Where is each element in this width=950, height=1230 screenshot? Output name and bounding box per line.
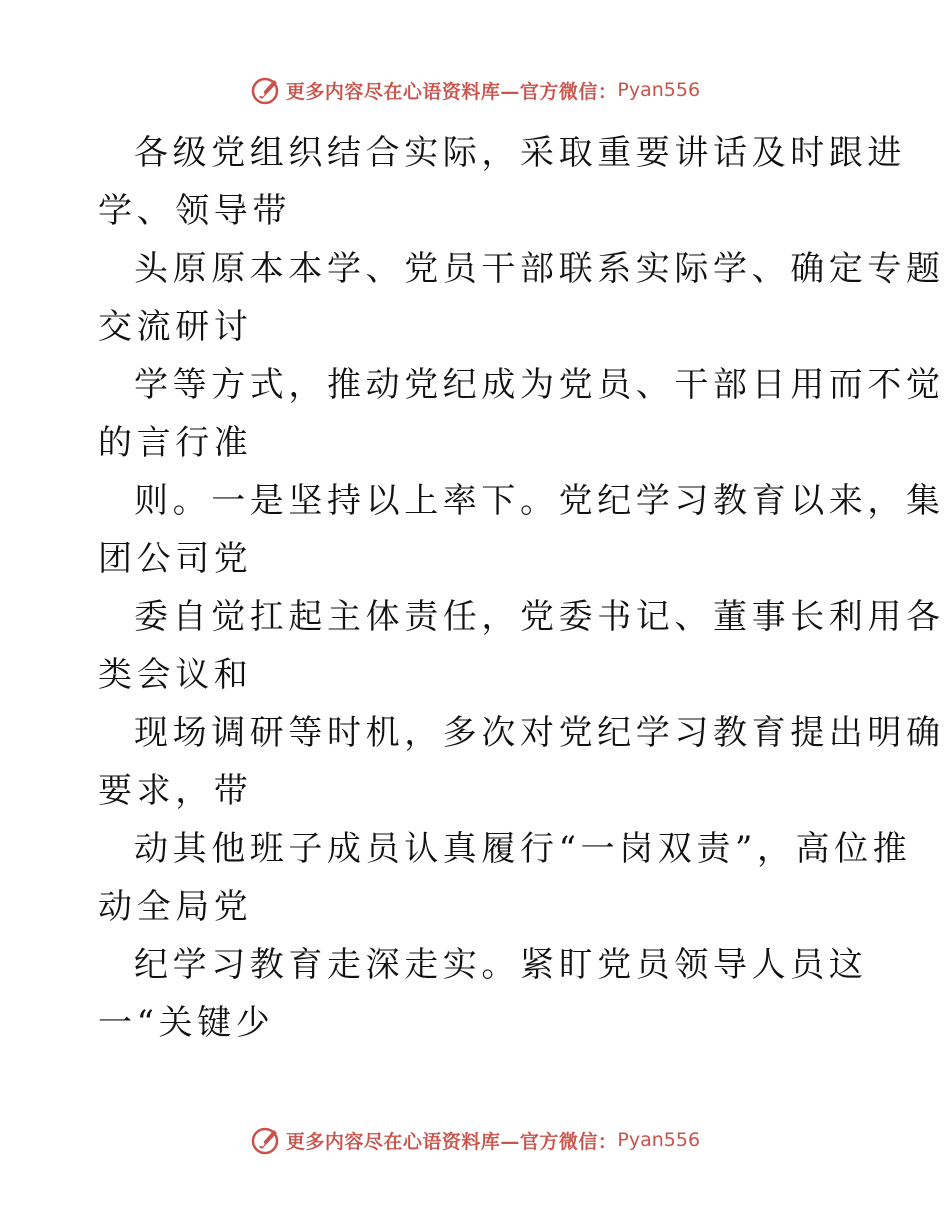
text-line: 则。一是坚持以上率下。党纪学习教育以来，集	[134, 481, 945, 521]
text-line: 的言行准	[98, 423, 253, 463]
text-line: 学等方式，推动党纪成为党员、干部日用而不觉	[134, 365, 945, 405]
text-line: 学、领导带	[98, 191, 291, 231]
watermark-wechat-id: Pyan556	[617, 79, 701, 101]
text-line: 头原原本本学、党员干部联系实际学、确定专题	[134, 249, 945, 289]
text-line: 一“关键少	[98, 1003, 275, 1043]
text-line: 动其他班子成员认真履行“一岗双责”，高位推	[134, 829, 912, 869]
watermark-text: 更多内容尽在心语资料库—官方微信：	[285, 80, 618, 103]
red-quill-logo-icon	[250, 1124, 282, 1156]
text-line: 现场调研等时机，多次对党纪学习教育提出明确	[134, 713, 945, 753]
text-line: 团公司党	[98, 539, 253, 579]
red-quill-logo-icon	[250, 74, 282, 106]
text-line: 委自觉扛起主体责任，党委书记、董事长利用各	[134, 597, 945, 637]
text-line: 类会议和	[98, 655, 253, 695]
document-body	[98, 124, 945, 1052]
footer-watermark	[0, 1120, 950, 1160]
text-line: 动全局党	[98, 887, 253, 927]
watermark-text: 更多内容尽在心语资料库—官方微信：	[285, 1130, 618, 1153]
text-line: 各级党组织结合实际，采取重要讲话及时跟进	[134, 133, 906, 173]
text-line: 要求，带	[98, 771, 253, 811]
watermark-wechat-id: Pyan556	[617, 1129, 701, 1151]
text-line: 纪学习教育走深走实。紧盯党员领导人员这	[134, 945, 868, 985]
text-line: 交流研讨	[98, 307, 253, 347]
header-watermark	[0, 70, 950, 110]
